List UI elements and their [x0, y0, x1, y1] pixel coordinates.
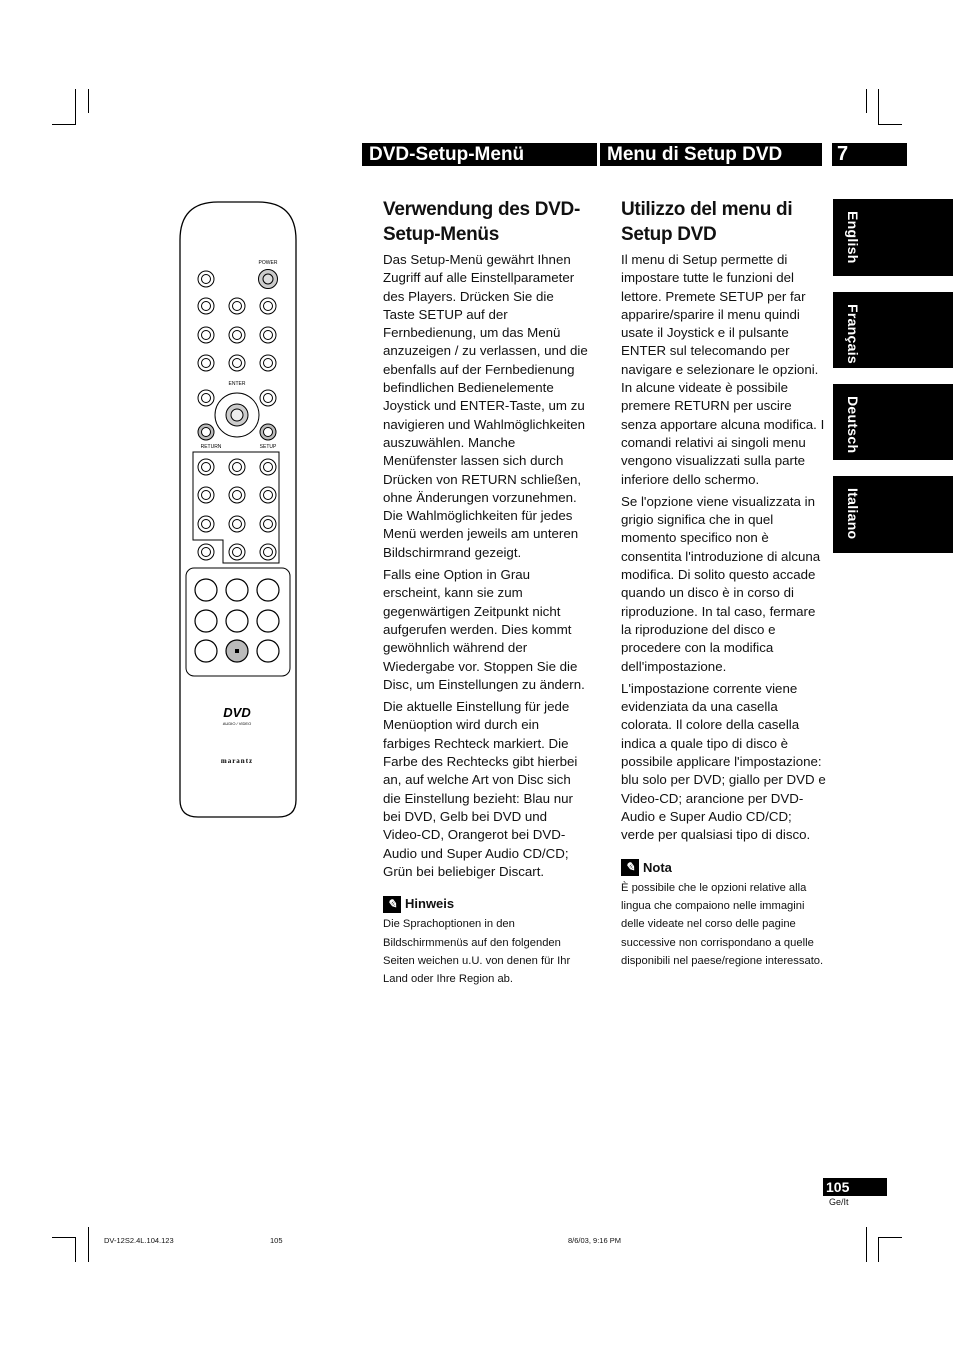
german-note-title: ✎ Hinweis	[383, 895, 588, 913]
dvd-logo-sub: AUDIO / VIDEO	[222, 721, 252, 726]
crop-mark	[88, 1227, 89, 1262]
page-number: 105	[823, 1178, 887, 1196]
power-label: POWER	[258, 260, 278, 266]
brand-logo: marantz	[220, 757, 254, 765]
crop-mark	[878, 1237, 902, 1238]
chapter-number: 7	[832, 143, 907, 166]
pencil-icon: ✎	[383, 896, 401, 913]
crop-mark	[878, 89, 879, 124]
german-paragraph-3: Die aktuelle Einstellung für jede Menüoption wird durch ein farbiges Rechteck markiert. Die Farbe des Rechtecks gibt hierbei an, auf welche Art von Disc sich die Einstellung bezieht: Blau nur bei DVD, Gelb bei DVD und Video-CD, Orangerot bei DVD-Audio und Super Audio CD/CD; Grün bei beliebiger Discart.	[383, 699, 578, 879]
header-de-title: DVD-Setup-Menü	[362, 143, 597, 166]
italian-paragraph-3: L'impostazione corrente viene evidenziata da una casella colorata. Il colore della casella indica a quale tipo di disco è possibile applicare l'impostazione: blu solo per DVD; giallo per DVD e Video-CD; arancione per DVD-Audio e Super Audio CD/CD; verde per qualsiasi tipo di disco.	[621, 680, 826, 843]
italian-column	[621, 197, 826, 970]
german-paragraph-2: Falls eine Option in Grau erscheint, kann sie zum gegenwärtigen Zeitpunkt nicht aufgerufen werden. Dies kommt gewöhnlich während der Wiedergabe vor. Stoppen Sie die Disc, um Einstellungen zu ändern.	[383, 567, 585, 692]
german-paragraph-1: Das Setup-Menü gewährt Ihnen Zugriff auf alle Einstellparameter des Players. Drücken Sie die Taste SETUP auf der Fernbedienung, um das Menü anzuzeigen / zu verlassen, und die ebenfalls auf der Fernbedienung befindlichen Bedienelemente Joystick und ENTER-Taste, um zu navigieren und Wahlmöglichkeiten auszuwählen. Manche Menüfenster lassen sich durch Drücken von RETURN schließen, ohne Änderungen vorzunehmen. Die Wahlmöglichkeiten für jedes Menü werden jeweils am unteren Bildschirmrand gezeigt.	[383, 252, 588, 560]
page-language-code: Ge/It	[829, 1197, 849, 1207]
italian-paragraph-2: Se l'opzione viene visualizzata in grigio significa che in quel momento specifico non è consentita l'introduzione di alcuna modifica. Di solito questo accade quando un disco è in corso di riproduzione. In tal caso, fermare la riproduzione del disco e procedere con la modifica dell'impostazione.	[621, 493, 821, 674]
german-column	[383, 197, 588, 989]
lang-tab-italiano: Italiano	[833, 476, 953, 553]
italian-heading: Utilizzo del menu di Setup DVD	[621, 199, 793, 245]
enter-label: ENTER	[228, 381, 246, 387]
crop-mark	[866, 1227, 867, 1262]
lang-tab-english: English	[833, 199, 953, 276]
crop-mark	[75, 1237, 76, 1262]
italian-paragraph-1: Il menu di Setup permette di impostare tutte le funzioni del lettore. Premete SETUP per far apparire/sparire il menu quindi usate il Joystick e il pulsante ENTER sul telecomando per navigare e selezionare le opzioni. In alcune videate è possibile premere RETURN per uscire senza apportare alcuna modifica. I comandi relativi ai singoli menu vengono visualizzati sulla parte inferiore dello schermo.	[621, 252, 825, 487]
italian-note-body: È possibile che le opzioni relative alla lingua che compaiono nelle immagini delle videate nel corso delle pagine successive non corrispondano a quelle disponibili nel paese/regione interessato.	[621, 881, 824, 967]
crop-mark	[88, 89, 89, 113]
footer-file-name: DV-12S2.4L.104.123	[104, 1236, 174, 1245]
crop-mark	[52, 1237, 76, 1238]
footer-page: 105	[270, 1236, 283, 1245]
lang-tab-francais: Français	[833, 292, 953, 368]
crop-mark	[878, 1237, 879, 1262]
pencil-icon: ✎	[621, 859, 639, 876]
setup-label: SETUP	[259, 444, 277, 450]
dvd-logo: DVD	[223, 705, 251, 720]
header-it-title: Menu di Setup DVD	[600, 143, 822, 166]
crop-mark	[52, 124, 76, 125]
crop-mark	[878, 124, 902, 125]
remote-control-illustration	[178, 200, 298, 820]
lang-tab-deutsch: Deutsch	[833, 384, 953, 460]
german-heading: Verwendung des DVD-Setup-Menüs	[383, 199, 581, 245]
german-note-body: Die Sprachoptionen in den Bildschirmmenüs auf den folgenden Seiten weichen u.U. von denen für Ihr Land oder Ihre Region ab.	[383, 918, 571, 986]
footer-date: 8/6/03, 9:16 PM	[568, 1236, 621, 1245]
italian-note-title: ✎ Nota	[621, 859, 826, 877]
return-label: RETURN	[200, 444, 222, 450]
crop-mark	[75, 89, 76, 124]
crop-mark	[866, 89, 867, 113]
